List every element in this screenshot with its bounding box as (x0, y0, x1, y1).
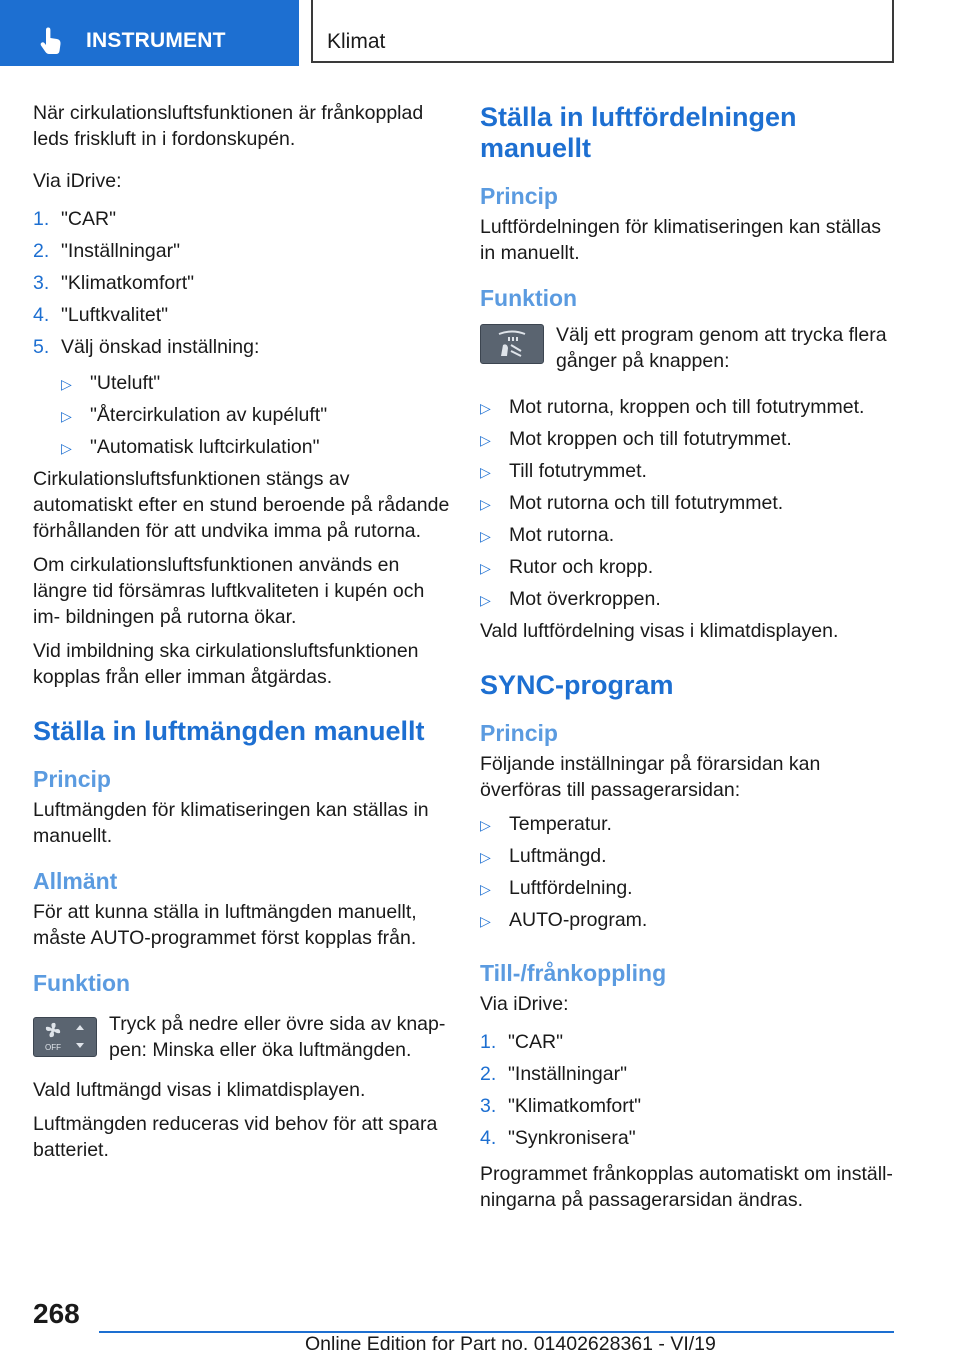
air-distribution-button-image (480, 324, 544, 364)
triangle-bullet-icon: ▷ (480, 464, 491, 480)
step-text: Välj önskad inställning: (61, 336, 260, 358)
subheading: Princip (33, 766, 111, 792)
sync-item-text: Luftfördelning. (509, 877, 633, 899)
edition-text: Online Edition for Part no. 01402628361 - VI/19 (305, 1333, 716, 1355)
sync-item-text: Temperatur. (509, 813, 612, 835)
idrive-steps-list (33, 206, 451, 366)
paragraph: Luftfördelningen för klimatiseringen kan ställas in manuellt. (480, 216, 882, 264)
step-number: 2. (480, 1063, 497, 1085)
page-number: 268 (33, 1298, 80, 1329)
chapter-label: INSTRUMENT (86, 29, 226, 52)
paragraph: Vald luftfördelning visas i klimatdisplayen. (480, 620, 839, 642)
section-heading: Ställa in luftfördelningen manuellt (480, 102, 797, 163)
program-text: Mot överkroppen. (509, 588, 661, 610)
program-text: Rutor och kropp. (509, 556, 654, 578)
triangle-bullet-icon: ▷ (61, 408, 72, 424)
paragraph: Luftmängden reduceras vid behov för att spara batteriet. (33, 1113, 438, 1161)
air-distribution-icon (481, 325, 543, 363)
triangle-bullet-icon: ▷ (480, 817, 491, 833)
triangle-bullet-icon: ▷ (480, 592, 491, 608)
hand-pointer-icon (36, 26, 66, 56)
step-text: "CAR" (508, 1031, 564, 1053)
list-item (480, 1125, 900, 1157)
function-text: Välj ett program genom att trycka flera gånger på knappen: (556, 324, 887, 372)
left-column (33, 100, 451, 1171)
section-heading: Ställa in luftmängden manuellt (33, 716, 425, 746)
paragraph: Programmet frånkopplas automatiskt om inställ- ningarna på passagerarsidan ändras. (480, 1163, 893, 1211)
step-number: 3. (480, 1095, 497, 1117)
function-block (33, 1011, 451, 1063)
function-block (480, 322, 900, 374)
chapter-tab[interactable] (0, 0, 299, 66)
section-tab (311, 0, 894, 63)
triangle-bullet-icon: ▷ (480, 560, 491, 576)
list-item (480, 843, 900, 875)
subheading: Till-/frånkoppling (480, 960, 667, 986)
function-text: Tryck på nedre eller övre sida av knap- pen: Minska eller öka luftmängden. (109, 1013, 446, 1061)
subheading: Princip (480, 183, 558, 209)
list-item (480, 1029, 900, 1061)
paragraph: Följande inställningar på förarsidan kan överföras till passagerarsidan: (480, 753, 821, 801)
list-item (480, 426, 900, 458)
intro-paragraph: När cirkulationsluftsfunktionen är frånkopplad leds friskluft in i fordonskupén. (33, 102, 424, 150)
step-text: "Klimatkomfort" (61, 272, 195, 294)
list-item (480, 811, 900, 843)
step-number: 3. (33, 272, 50, 294)
step-text: "Synkronisera" (508, 1127, 636, 1149)
triangle-bullet-icon: ▷ (61, 440, 72, 456)
triangle-bullet-icon: ▷ (480, 432, 491, 448)
step-text: "Klimatkomfort" (508, 1095, 642, 1117)
section-heading: SYNC-program (480, 670, 674, 700)
list-item (480, 1093, 900, 1125)
via-idrive-label: Via iDrive: (480, 993, 569, 1015)
subheading: Funktion (480, 285, 578, 311)
subheading: Princip (480, 720, 558, 746)
triangle-bullet-icon: ▷ (61, 376, 72, 392)
option-text: "Uteluft" (90, 372, 161, 394)
step-number: 1. (480, 1031, 497, 1053)
list-item (33, 434, 451, 466)
list-item (480, 522, 900, 554)
subheading: Allmänt (33, 868, 118, 894)
paragraph: Vald luftmängd visas i klimatdisplayen. (33, 1079, 366, 1101)
paragraph: Cirkulationsluftsfunktionen stängs av automatiskt efter en stund beroende på rådande förhållanden för att undvika imma på rutorna. (33, 468, 450, 542)
program-text: Mot kroppen och till fotutrymmet. (509, 428, 792, 450)
step-number: 4. (480, 1127, 497, 1149)
list-item (33, 370, 451, 402)
right-column (480, 100, 900, 1221)
step-number: 5. (33, 336, 50, 358)
subheading: Funktion (33, 970, 131, 996)
program-list (480, 394, 900, 618)
via-idrive-label: Via iDrive: (33, 170, 122, 192)
list-item (480, 394, 900, 426)
option-list (33, 370, 451, 466)
list-item (480, 1061, 900, 1093)
list-item (33, 270, 451, 302)
paragraph: Vid imbildning ska cirkulationsluftsfunktionen kopplas från eller imman åtgärdas. (33, 640, 419, 688)
paragraph: Om cirkulationsluftsfunktionen används en längre tid försämras luftkvaliteten i kupén och im- bildningen på rutorna ökar. (33, 554, 425, 628)
option-text: "Automatisk luftcirkulation" (90, 436, 320, 458)
list-item (480, 586, 900, 618)
triangle-bullet-icon: ▷ (480, 849, 491, 865)
paragraph: Luftmängden för klimatiseringen kan ställas in manuellt. (33, 799, 429, 847)
sync-list (480, 811, 900, 939)
step-text: "Inställningar" (508, 1063, 627, 1085)
step-number: 4. (33, 304, 50, 326)
step-text: "Luftkvalitet" (61, 304, 169, 326)
triangle-bullet-icon: ▷ (480, 881, 491, 897)
list-item (480, 875, 900, 907)
list-item (33, 206, 451, 238)
step-text: "CAR" (61, 208, 117, 230)
list-item (33, 302, 451, 334)
list-item (33, 402, 451, 434)
list-item (480, 458, 900, 490)
program-text: Mot rutorna och till fotutrymmet. (509, 492, 784, 514)
option-text: "Återcirkulation av kupéluft" (90, 404, 328, 426)
sync-item-text: Luftmängd. (509, 845, 607, 867)
list-item (33, 238, 451, 270)
list-item (480, 490, 900, 522)
paragraph: För att kunna ställa in luftmängden manuellt, måste AUTO-programmet först kopplas från. (33, 901, 417, 949)
list-item (33, 334, 451, 366)
program-text: Mot rutorna, kroppen och till fotutrymmet. (509, 396, 865, 418)
triangle-bullet-icon: ▷ (480, 913, 491, 929)
list-item (480, 907, 900, 939)
step-number: 1. (33, 208, 50, 230)
step-text: "Inställningar" (61, 240, 180, 262)
sync-item-text: AUTO-program. (509, 909, 648, 931)
list-item (480, 554, 900, 586)
button-off-label: OFF (45, 1043, 61, 1052)
step-number: 2. (33, 240, 50, 262)
idrive-steps-list (480, 1029, 900, 1157)
triangle-bullet-icon: ▷ (480, 400, 491, 416)
program-text: Mot rutorna. (509, 524, 615, 546)
page-header (0, 0, 960, 66)
triangle-bullet-icon: ▷ (480, 528, 491, 544)
program-text: Till fotutrymmet. (509, 460, 647, 482)
fan-icon (34, 1018, 96, 1056)
triangle-bullet-icon: ▷ (480, 496, 491, 512)
fan-button-image (33, 1017, 97, 1057)
section-label: Klimat (327, 30, 386, 53)
